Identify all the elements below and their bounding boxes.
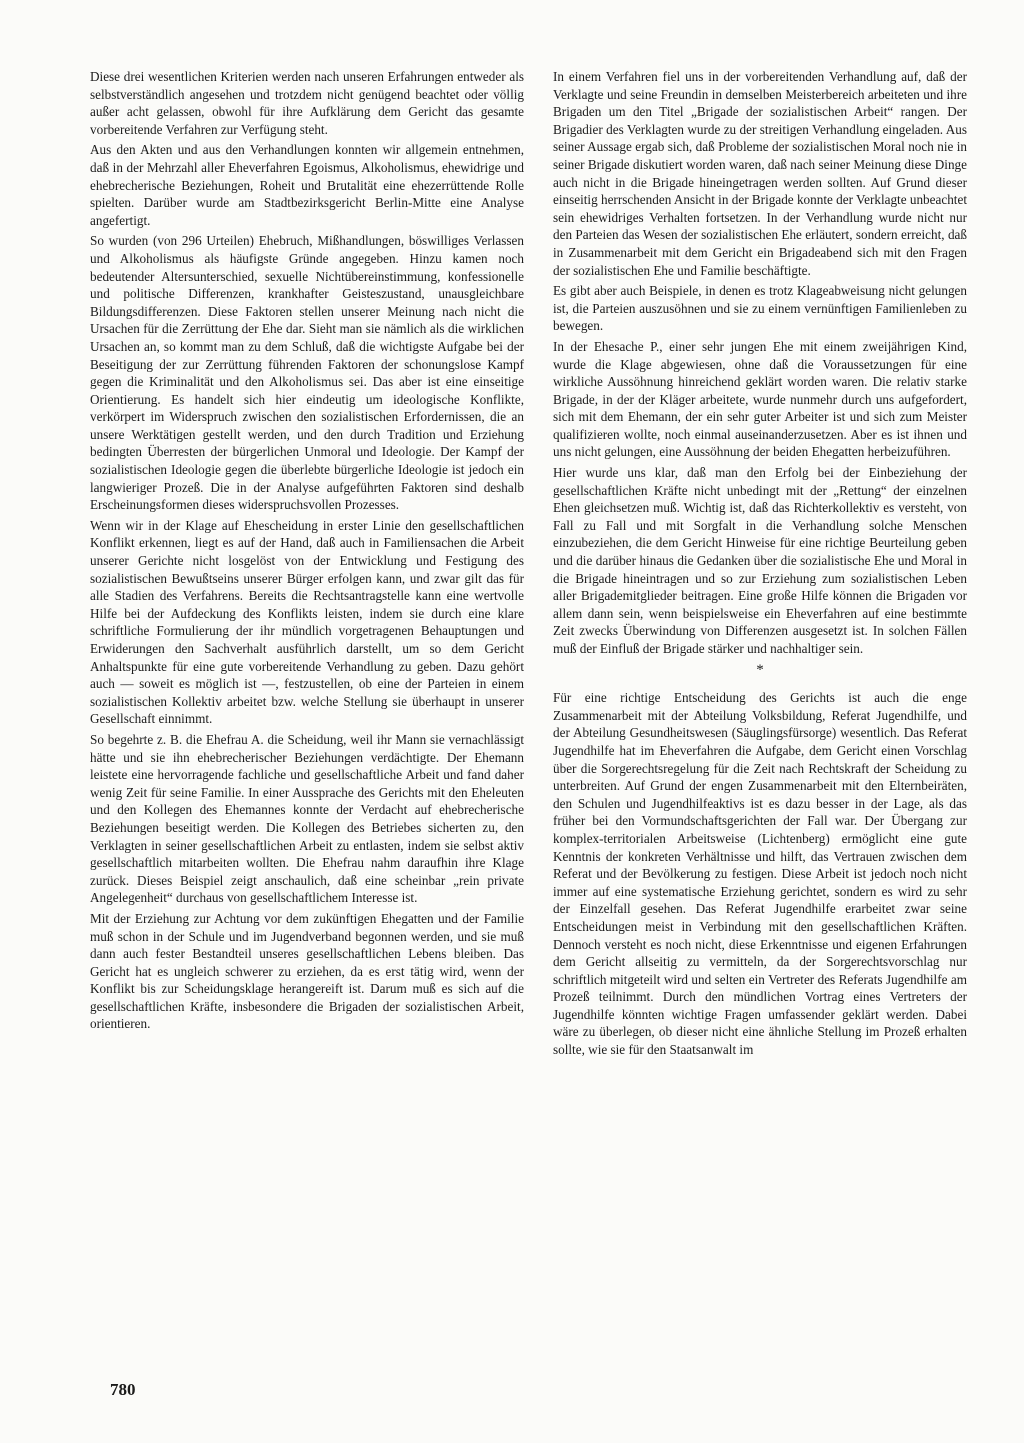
paragraph: So begehrte z. B. die Ehefrau A. die Scheidung, weil ihr Mann sie vernachlässigt hätte und sie ihn ehebrecherischer Beziehungen verdächtigte. Der Ehemann leistete eine hervorragende fachliche und gesellschaftliche Arbeit und fand daher wenig Zeit für seine Familie. In einer Aussprache des Gerichts mit den Eheleuten und den Kollegen des Ehemannes konnte der Verdacht auf ehebrecherische Beziehungen beseitigt werden. Die Kollegen des Betriebes sicherten zu, den Verklagten in seiner gesellschaftlichen Arbeit zu entlasten, indem sie selbst aktiv gesellschaftlich mitarbeiten wollten. Die Ehefrau nahm daraufhin ihre Klage zurück. Dieses Beispiel zeigt anschaulich, daß eine scheinbar „rein private Angelegenheit“ durchaus von gesellschaftlichem Interesse ist.	[90, 731, 524, 906]
left-column	[90, 68, 524, 1036]
paragraph: Diese drei wesentlichen Kriterien werden nach unseren Erfahrungen entweder als selbstverständlich angesehen und trotzdem nicht genügend beachtet oder völlig außer acht gelassen, obwohl für ihre Aufklärung dem Gericht das gesamte vorbereitende Verfahren zur Verfügung steht.	[90, 69, 524, 137]
paragraph: Aus den Akten und aus den Verhandlungen konnten wir allgemein entnehmen, daß in der Mehrzahl aller Eheverfahren Egoismus, Alkoholismus, ehewidrige und ehebrecherische Beziehungen, Roheit und Brutalität eine ehezerrüttende Rolle spielten. Darüber wurde am Stadtbezirksgericht Berlin-Mitte eine Analyse angefertigt.	[90, 142, 524, 228]
paragraph: Es gibt aber auch Beispiele, in denen es trotz Klageabweisung nicht gelungen ist, die Parteien auszusöhnen und sie zu einem vernünftigen Familienleben zu bewegen.	[553, 283, 967, 334]
paragraph: So wurden (von 296 Urteilen) Ehebruch, Mißhandlungen, böswilliges Verlassen und Alkoholismus als häufigste Gründe angegeben. Hinzu kamen noch bedeutender Altersunterschied, sexuelle Nichtübereinstimmung, konfessionelle und politische Differenzen, krankhafter Geisteszustand, unausgleichbare Bildungsdifferenzen. Diese Faktoren stellen unserer Meinung nach nicht die Ursachen für die Zerrüttung der Ehe dar. Sieht man sie nämlich als die wirklichen Ursachen an, so kommt man zu dem Schluß, daß die wichtigste Aufgabe bei der Beseitigung der zur Zerrüttung führenden Faktoren der schonungslose Kampf gegen die Kriminalität und den Alkoholismus sei. Das aber ist eine einseitige Orientierung. Es handelt sich hier eindeutig um ideologische Konflikte, verkörpert im Widerspruch zwischen den sozialistischen Erfordernissen, die an unsere Werktätigen gestellt werden, und den durch Tradition und Erziehung bedingten Überresten der bürgerlichen Unmoral und Ideologie. Der Kampf der sozialistischen Ideologie gegen die überlebte bürgerliche Ideologie ist jedoch ein langwieriger Prozeß. Die in der Analyse aufgeführten Faktoren sind deshalb Erscheinungsformen dieses widerspruchsvollen Prozesses.	[90, 233, 524, 513]
paragraph: Wenn wir in der Klage auf Ehescheidung in erster Linie den gesellschaftlichen Konflikt erkennen, liegt es auf der Hand, daß auch in Familiensachen die Arbeit unserer Gerichte nicht losgelöst von der Entwicklung und Festigung des sozialistischen Bewußtseins unserer Bürger erfolgen kann, und zwar gilt das für alle Stadien des Verfahrens. Bereits die Rechtsantragstelle kann eine wertvolle Hilfe bei der Aufdeckung des Konflikts leisten, indem sie durch eine klare schriftliche Formulierung der ihr mündlich vorgetragenen Behauptungen und Erwiderungen den Sachverhalt ausführlich darstellt, um so dem Gericht Anhaltspunkte für eine gute vorbereitende Verhandlung zu geben. Dazu gehört auch — soweit es möglich ist —, festzustellen, ob eine der Parteien in einem sozialistischen Kollektiv arbeitet bzw. welche Stellung sie überhaupt in unserer Gesellschaft einnimmt.	[90, 517, 524, 727]
right-column	[553, 68, 967, 1062]
paragraph: In der Ehesache P., einer sehr jungen Ehe mit einem zweijährigen Kind, wurde die Klage abgewiesen, ohne daß die Voraussetzungen für eine wirkliche Aussöhnung hinreichend geklärt worden waren. Die relativ starke Brigade, in der der Kläger arbeitete, wurde nunmehr durch uns aufgefordert, sich mit dem Ehemann, der ein sehr guter Arbeiter ist und sich zum Meister qualifizieren wollte, noch einmal auseinanderzusetzen. Aber es ist ihnen und uns nicht gelungen, eine Aussöhnung der beiden Ehegatten herbeizuführen.	[553, 338, 967, 460]
section-separator: *	[756, 661, 764, 678]
page-number: 780	[110, 1380, 136, 1399]
paragraph: In einem Verfahren fiel uns in der vorbereitenden Verhandlung auf, daß der Verklagte und seine Freundin in demselben Meisterbereich arbeiteten und ihre Brigaden um den Titel „Brigade der sozialistischen Arbeit“ rangen. Der Brigadier des Verklagten wurde zu der streitigen Verhandlung eingeladen. Aus seiner Aussage ergab sich, daß Probleme der sozialistischen Moral noch nie in seiner Brigade diskutiert worden waren, daß nach seiner Meinung diese Dinge auch nicht in die Brigade hineingetragen werden sollten. Auf Grund dieser einseitig herrschenden Ansicht in der Brigade konnte der Verklagte unbeachtet sein ehewidriges Verhalten fortsetzen. In der Verhandlung wurde nicht nur den Parteien das Wesen der sozialistischen Ehe erläutert, sondern erreicht, daß in Zusammenarbeit mit dem Gericht ein Brigadeabend sich mit den Fragen der sozialistischen Ehe und Familie beschäftigte.	[553, 69, 967, 278]
paragraph: Mit der Erziehung zur Achtung vor dem zukünftigen Ehegatten und der Familie muß schon in der Schule und im Jugendverband begonnen werden, und sie muß dann auch fester Bestandteil unseres gesellschaftlichen Lebens bleiben. Das Gericht hat es ungleich schwerer zu erziehen, da es erst tätig wird, wenn der Konflikt bis zur Scheidungsklage herangereift ist. Darum muß es sich auf die gesellschaftlichen Kräfte, insbesondere die Brigaden der sozialistischen Arbeit, orientieren.	[90, 910, 524, 1032]
paragraph: Hier wurde uns klar, daß man den Erfolg bei der Einbeziehung der gesellschaftlichen Kräfte nicht unbedingt mit der „Rettung“ der einzelnen Ehen gleichsetzen muß. Wichtig ist, daß das Richterkollektiv es versteht, von Fall zu Fall und mit Sorgfalt in die Verhandlung solche Menschen einzubeziehen, die dem Gericht Hinweise für eine richtige Beurteilung geben und die darüber hinaus die Gedanken über die sozialistische Ehe und Moral in die Brigade hineintragen und so zur Erziehung zum sozialistischen Leben aller Brigademitglieder beitragen. Eine große Hilfe können die Brigaden vor allem dann sein, wenn beispielsweise ein Eheverfahren auf eine bestimmte Zeit zwecks Überwindung von Differenzen ausgesetzt ist. In solchen Fällen muß der Einfluß der Brigade stärker und nachhaltiger sein.	[553, 465, 967, 656]
paragraph: Für eine richtige Entscheidung des Gerichts ist auch die enge Zusammenarbeit mit der Abteilung Volksbildung, Referat Jugendhilfe, und der Abteilung Gesundheitswesen (Säuglingsfürsorge) wesentlich. Das Referat Jugendhilfe hat im Eheverfahren die Aufgabe, dem Gericht einen Vorschlag über die Sorgerechtsregelung für die Zeit nach Rechtskraft der Scheidung zu unterbreiten. Auf Grund der engen Zusammenarbeit mit den Elternbeiräten, den Schulen und Jugendhilfeaktivs ist es dazu besser in der Lage, als das früher bei den Vormundschaftsgerichten der Fall war. Der Übergang zur komplex-territorialen Arbeitsweise (Lichtenberg) ermöglicht eine gute Kenntnis der konkreten Verhältnisse und hilft, das Vertrauen zwischen dem Referat und der Bevölkerung zu festigen. Diese Arbeit ist jedoch noch nicht immer auf eine systematische Erziehung gerichtet, sondern es wird zu sehr der Einzelfall gesehen. Das Referat Jugendhilfe erarbeitet zwar seine Entscheidungen meist in Verbindung mit den gesellschaftlichen Kräften. Dennoch versteht es noch nicht, diese Erkenntnisse und eigenen Erfahrungen dem Gericht allseitig zu vermitteln, da der Sorgerechtsvorschlag nur schriftlich mitgeteilt wird und selten ein Vertreter des Referats Jugendhilfe am Prozeß teilnimmt. Durch den mündlichen Vortrag eines Vertreters der Jugendhilfe könnten wichtige Fragen umfassender geklärt werden. Dabei wäre zu überlegen, ob dieser nicht eine ähnliche Stellung im Prozeß erhalten sollte, wie sie für den Staatsanwalt im	[553, 690, 967, 1058]
